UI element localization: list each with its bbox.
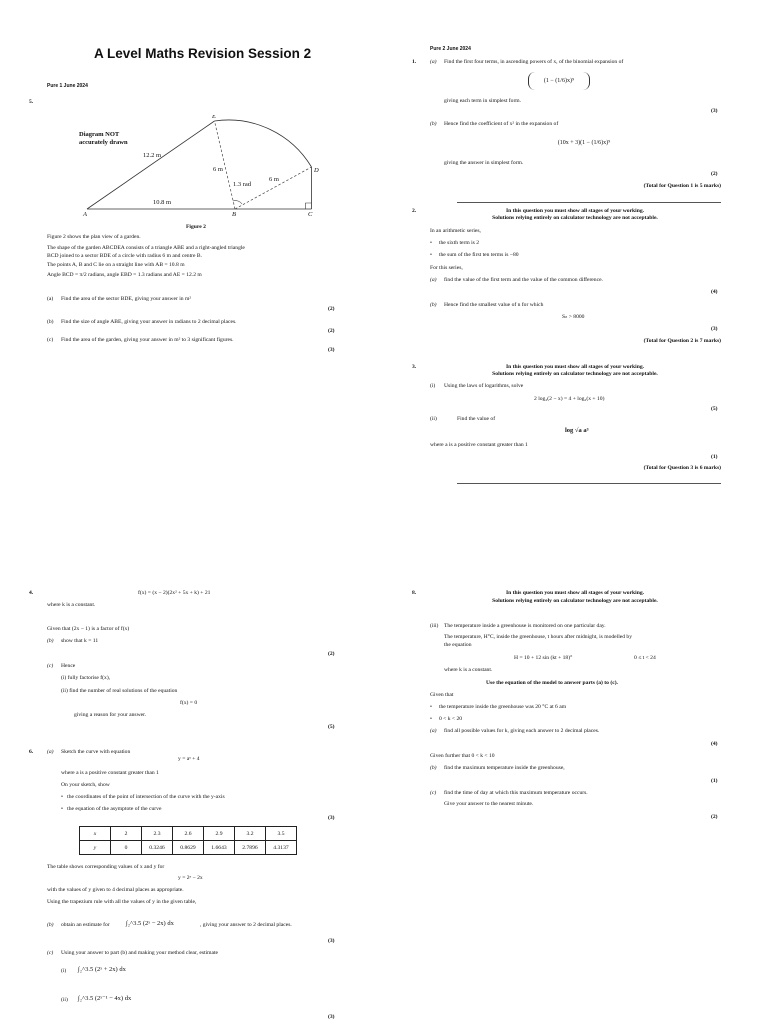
q1-part-a-label: (a) — [430, 59, 437, 65]
q6-a-where: where a is a positive constant greater than 1 — [61, 770, 159, 776]
q4-where: where k is a constant. — [47, 602, 96, 608]
q3-part-i-marks: (5) — [711, 406, 718, 412]
q5-part-a-marks: (2) — [328, 306, 335, 312]
q4-c-reason: giving a reason for your answer. — [74, 712, 147, 718]
q2-part-b-text: Hence find the smallest value of n for which — [444, 302, 544, 308]
q3-part-ii-marks: (1) — [711, 454, 718, 460]
q5-line-5: Angle BCD = π/2 radians, angle EBD = 1.3 radians and AE = 12.2 m — [47, 271, 202, 278]
q6-c-ii-integral: ∫₂^3.5 (2ˣ⁻¹ − 4x) dx — [78, 995, 132, 1002]
question-number-6: 6. — [29, 749, 34, 755]
q5-line-4: The points A, B and C lie on a straight line with AB = 10.8 m — [47, 262, 185, 269]
table-cell: 0 — [111, 841, 142, 855]
q8-further: Given further that 0 < k < 10 — [430, 753, 495, 759]
q2-part-b-marks: (3) — [711, 326, 718, 332]
question-number-5: 5. — [29, 99, 34, 105]
q1-part-b-label: (b) — [430, 121, 437, 127]
table-cell: 4.3137 — [266, 841, 297, 855]
table-cell: 2.7896 — [235, 841, 266, 855]
q1-part-a-marks: (3) — [711, 108, 718, 114]
q3-part-i-text: Using the laws of logarithms, solve — [444, 383, 524, 389]
q4-part-c-i: (i) fully factorise f(x), — [61, 675, 111, 681]
table-row-x — [80, 827, 297, 841]
point-label-e: E — [212, 115, 216, 120]
q6-a-show: On your sketch, show — [61, 782, 110, 788]
q6-table-note-3: Using the trapezium rule with all the values of y in the given table, — [47, 899, 197, 905]
q8-part-c-label: (c) — [430, 790, 437, 796]
q5-part-c-marks: (3) — [328, 347, 335, 353]
table-cell: 2 — [111, 827, 142, 841]
point-label-a: A — [83, 211, 87, 218]
angle-arc — [233, 201, 242, 204]
q5-part-b-text: Find the size of angle ABE, giving your answer in radians to 2 decimal places. — [61, 319, 237, 325]
q5-line-2: The shape of the garden ABCDEA consists of a triangle ABE and a right-angled triangle — [47, 245, 245, 252]
divider-q1 — [457, 202, 721, 203]
q6-part-c-marks: (3) — [328, 1014, 335, 1020]
q5-text — [47, 234, 307, 279]
q6-table-note-2: with the values of y given to 4 decimal places as appropriate. — [47, 887, 184, 893]
q6-part-c-text: Using your answer to part (b) and making your method clear, estimate — [61, 950, 218, 956]
table-row-y — [80, 841, 297, 855]
table-cell: y — [80, 841, 111, 855]
q4-c-expression: f(x) = 0 — [180, 700, 198, 706]
diagram-note-1: Diagram NOT — [79, 131, 120, 138]
q2-for-this: For this series, — [430, 265, 463, 271]
q5-line-3: BCD joined to a sector BDE of a circle with radius 6 m and centre B. — [47, 252, 203, 259]
q3-ii-expression: log √a a³ — [565, 427, 589, 434]
q8-part-a-label: (a) — [430, 728, 437, 734]
q2-part-a-marks: (4) — [711, 289, 718, 295]
table-cell: 2.6 — [173, 827, 204, 841]
q8-model-1: The temperature, H°C, inside the greenhouse, t hours after midnight, is modelled by — [444, 634, 633, 640]
table-cell: 1.6643 — [204, 841, 235, 855]
q6-part-b-marks: (3) — [328, 938, 335, 944]
q5-line-1: Figure 2 shows the plan view of a garden. — [47, 234, 141, 240]
q3-part-ii-after: where a is a positive constant greater than 1 — [430, 442, 528, 448]
q5-part-c-text: Find the area of the garden, giving your answer in m² to 3 significant figures. — [61, 337, 234, 343]
point-label-b: B — [232, 211, 236, 218]
q3-i-expression: 2 log₂(2 − x) = 4 + log₂(x + 10) — [534, 396, 605, 402]
q6-part-a-label: (a) — [47, 749, 54, 755]
q8-part-c-text-2: Give your answer to the nearest minute. — [444, 801, 534, 807]
table-cell: 3.5 — [266, 827, 297, 841]
q8-equation-range: 0 ≤ t < 24 — [634, 655, 656, 661]
q3-part-i-label: (i) — [430, 383, 436, 389]
sector-arc — [215, 120, 312, 167]
q6-bullet-2: • the equation of the asymptote of the curve — [61, 806, 162, 812]
radius-be — [215, 121, 236, 209]
q4-part-c-text: Hence — [61, 663, 76, 669]
q8-part-b-text: find the maximum temperature inside the greenhouse, — [444, 765, 565, 771]
q4-part-c-label: (c) — [47, 663, 54, 669]
q2-part-b-label: (b) — [430, 302, 437, 308]
q6-c-i-integral: ∫₂^3.5 (2ˣ + 2x) dx — [78, 966, 126, 973]
q8-part-b-marks: (1) — [711, 778, 718, 784]
q1-part-b-marks: (2) — [711, 171, 718, 177]
q4-given: Given that (2x − 1) is a factor of f(x) — [47, 626, 130, 632]
radius-bd — [235, 167, 312, 209]
point-label-c: C — [308, 211, 313, 218]
q6-table-note-1: The table shows corresponding values of x and y for — [47, 864, 165, 870]
length-label-be: 6 m — [213, 166, 223, 173]
q8-part-iii-text: The temperature inside a greenhouse is monitored on one particular day. — [444, 623, 606, 629]
table-cell: 0.8629 — [173, 841, 204, 855]
page-title: A Level Maths Revision Session 2 — [94, 46, 312, 61]
question-number-8: 8. — [412, 590, 417, 596]
q8-part-b-label: (b) — [430, 765, 437, 771]
garden-diagram — [76, 115, 326, 220]
point-label-d: D — [314, 167, 319, 174]
table-cell: 0.3246 — [142, 841, 173, 855]
q4-part-c-marks: (5) — [328, 724, 335, 730]
q6-part-c-i-label: (i) — [61, 968, 67, 974]
q8-model-2: the equation — [444, 642, 472, 648]
section-heading-pure2: Pure 2 June 2024 — [430, 46, 471, 52]
q1-a-expression: (1 − (1/6)x)⁹ — [528, 72, 590, 90]
q5-part-c-label: (c) — [47, 337, 54, 343]
table-cell: 2.3 — [142, 827, 173, 841]
length-label-bd: 6 m — [269, 176, 279, 183]
q8-given: Given that — [430, 692, 454, 698]
q2-total: (Total for Question 2 is 7 marks) — [643, 338, 721, 344]
q8-part-a-marks: (4) — [711, 741, 718, 747]
q8-where: where k is a constant. — [444, 667, 493, 673]
q2-part-a-label: (a) — [430, 277, 437, 283]
q1-part-a-after: giving each term in simplest form. — [444, 98, 522, 104]
q4-part-b-text: show that k = 11 — [61, 638, 99, 644]
divider-q3 — [457, 483, 721, 484]
question-number-3: 3. — [412, 364, 417, 370]
q8-bullet-2: • 0 < k < 20 — [430, 716, 463, 722]
q5-part-a-label: (a) — [47, 296, 54, 302]
length-label-ab: 10.8 m — [153, 199, 172, 206]
q2-warning-2: Solutions relying entirely on calculator technology are not acceptable. — [492, 215, 658, 221]
q4-part-b-marks: (2) — [328, 651, 335, 657]
q8-part-a-text: find all possible values for k, giving each answer to 2 decimal places. — [444, 728, 600, 734]
angle-label: 1.3 rad — [233, 181, 252, 188]
q6-a-expression: y = aˣ + 4 — [178, 756, 200, 762]
q6-part-c-label: (c) — [47, 950, 54, 956]
length-label-ae: 12.2 m — [143, 152, 162, 159]
q2-bullet-2: • the sum of the first ten terms is −80 — [430, 252, 519, 258]
q8-bullet-1: • the temperature inside the greenhouse was 20 °C at 6 am — [430, 704, 567, 710]
q6-part-a-marks: (3) — [328, 815, 335, 821]
q6-table-expression: y = 2ˣ − 2x — [178, 875, 203, 881]
q1-part-b-text: Hence find the coefficient of x² in the expansion of — [444, 121, 559, 127]
q1-b-expression: (10x + 3)(1 − (1/6)x)⁹ — [557, 140, 611, 146]
q5-part-b-marks: (2) — [328, 328, 335, 334]
q2-intro: In an arithmetic series, — [430, 228, 481, 234]
q6-bullet-1: • the coordinates of the point of intersection of the curve with the y-axis — [61, 794, 225, 800]
q8-part-c-text: find the time of day at which this maximum temperature occurs. — [444, 790, 588, 796]
section-heading-pure1: Pure 1 June 2024 — [47, 83, 88, 89]
q6-b-integral: ∫₂^3.5 (2ˣ − 2x) dx — [126, 920, 174, 927]
q2-warning-1: In this question you must show all stages of your working. — [505, 208, 645, 214]
question-number-1: 1. — [412, 59, 417, 65]
q6-part-a-text: Sketch the curve with equation — [61, 749, 131, 755]
q6-part-b-post: , giving your answer to 2 decimal places. — [200, 922, 292, 928]
q3-warning-1: In this question you must show all stages of your working. — [505, 364, 645, 370]
q1-part-b-after: giving the answer in simplest form. — [444, 160, 524, 166]
q5-part-a-text: Find the area of the sector BDE, giving your answer in m² — [61, 296, 191, 302]
q8-warning-2: Solutions relying entirely on calculator technology are not acceptable. — [492, 598, 658, 604]
q6-part-b-label: (b) — [47, 922, 54, 928]
q2-bullet-1: • the sixth term is 2 — [430, 240, 480, 246]
q4-function: f(x) = (x − 2)(2x² + 5x + k) + 21 — [138, 590, 211, 596]
q4-part-c-ii: (ii) find the number of real solutions of the equation — [61, 688, 178, 694]
right-angle-mark — [306, 203, 312, 209]
q3-warning-2: Solutions relying entirely on calculator technology are not acceptable. — [492, 371, 658, 377]
q1-total: (Total for Question 1 is 5 marks) — [643, 183, 721, 189]
q5-part-b-label: (b) — [47, 319, 54, 325]
table-cell: x — [80, 827, 111, 841]
q1-part-a-text: Find the first four terms, in ascending powers of x, of the binomial expansion of — [444, 59, 624, 65]
q8-use-model: Use the equation of the model to answer parts (a) to (c). — [486, 680, 618, 686]
q6-part-b-pre: obtain an estimate for — [61, 922, 110, 928]
q8-warning-1: In this question you must show all stages of your working. — [505, 590, 645, 596]
q6-part-c-ii-label: (ii) — [61, 997, 68, 1003]
q2-part-a-text: find the value of the first term and the value of the common difference. — [444, 277, 603, 283]
q3-part-ii-text: Find the value of — [457, 416, 496, 422]
q2-b-expression: Sₙ > 8000 — [562, 314, 585, 320]
table-cell: 3.2 — [235, 827, 266, 841]
question-number-2: 2. — [412, 208, 417, 214]
q3-total: (Total for Question 3 is 6 marks) — [643, 465, 721, 471]
q8-part-iii-label: (iii) — [430, 623, 439, 629]
table-cell: 2.9 — [204, 827, 235, 841]
q8-equation: H = 10 + 12 sin (kt + 18)° — [514, 655, 573, 661]
q4-part-b-label: (b) — [47, 638, 54, 644]
question-number-4: 4. — [29, 590, 34, 596]
q8-part-c-marks: (2) — [711, 814, 718, 820]
diagram-note-2: accurately drawn — [79, 139, 128, 146]
q6-values-table — [79, 826, 297, 855]
figure-caption: Figure 2 — [186, 224, 206, 230]
q3-part-ii-label: (ii) — [430, 416, 437, 422]
